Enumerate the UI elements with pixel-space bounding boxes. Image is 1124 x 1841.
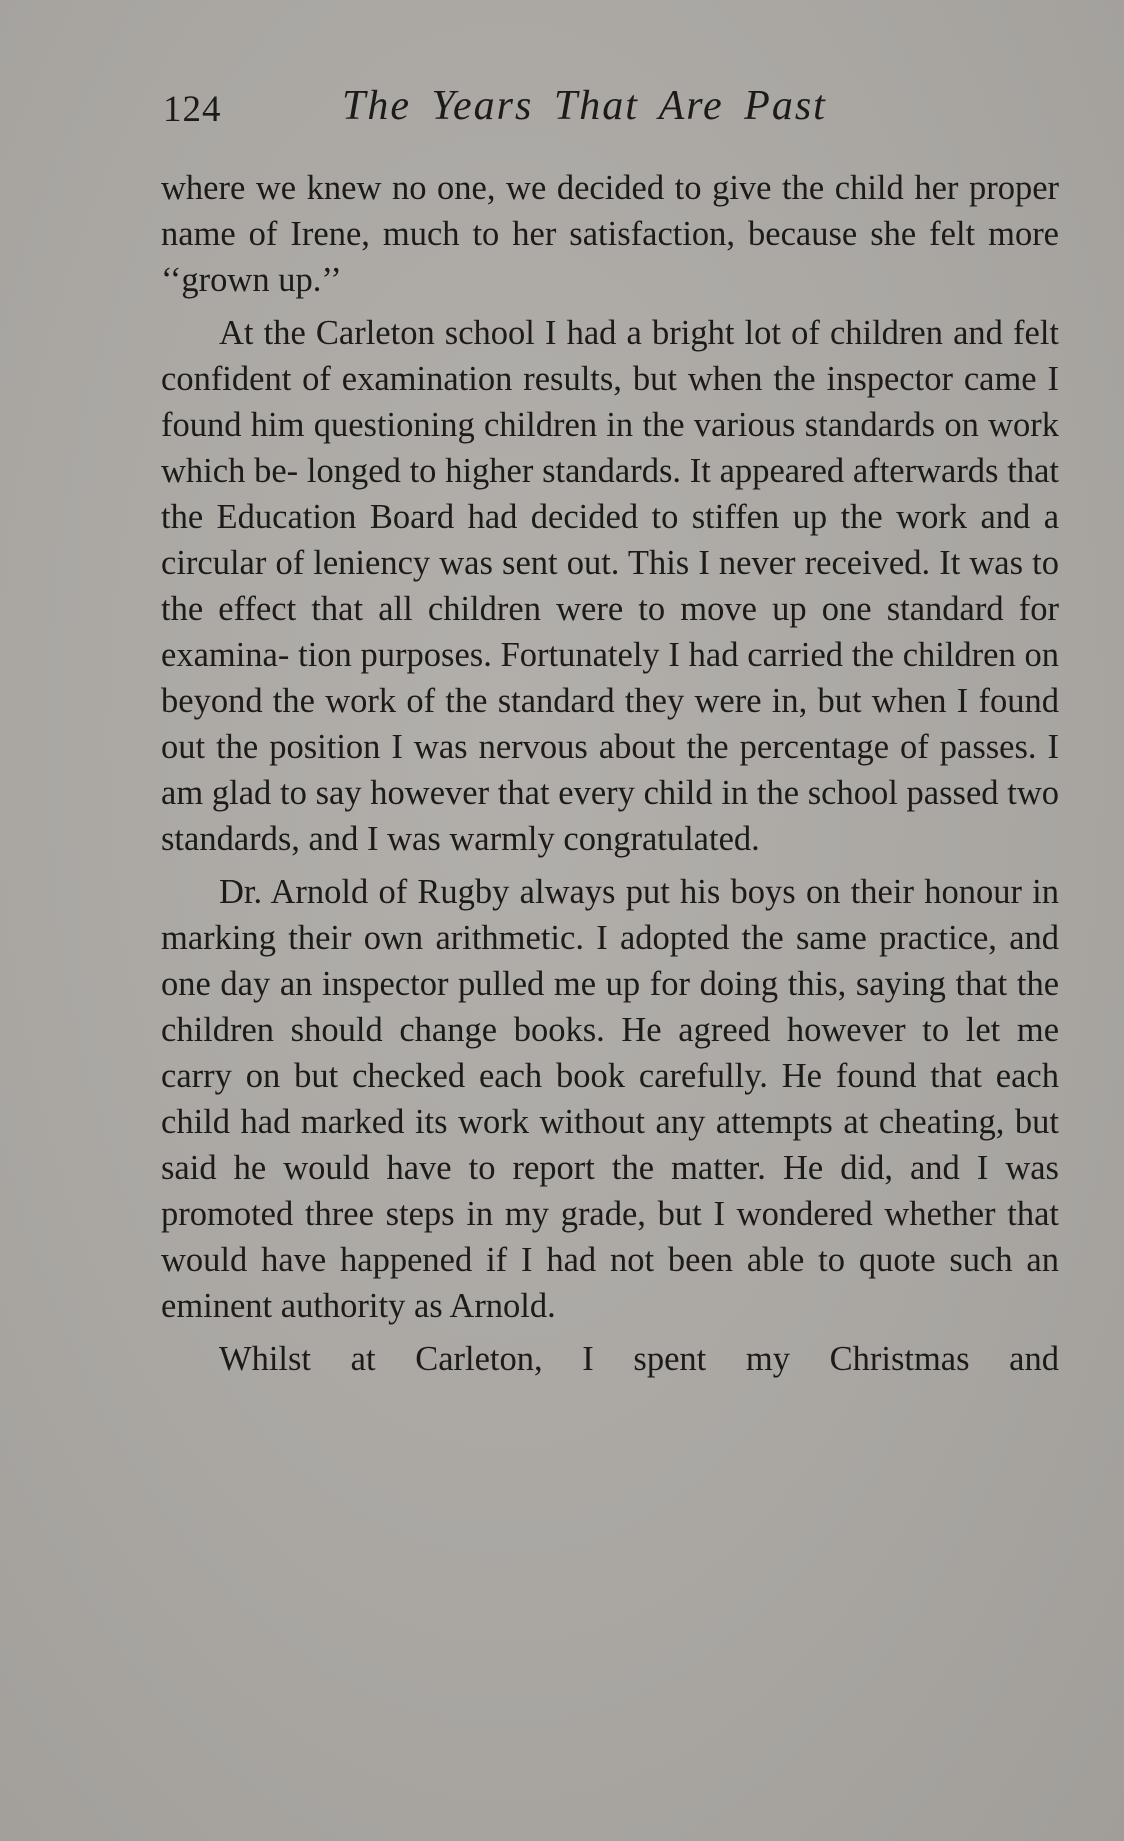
paragraph-2 — [161, 310, 1059, 862]
text-line: Whilst at Carleton, I spent my Christmas and — [219, 1340, 1059, 1378]
page-header — [163, 82, 1061, 142]
text-line: children were to move up one standard for examina- — [161, 590, 1060, 674]
text-line: but when the inspector came I found him questioning — [161, 360, 1059, 444]
text-line: authority as Arnold. — [280, 1287, 556, 1325]
text-line: but I wondered whether that would have happened — [161, 1195, 1060, 1279]
body-text — [161, 165, 1059, 1382]
text-line: the work and a circular of leniency was sent out. — [161, 498, 1060, 582]
text-line: He did, and I was promoted three steps in my grade, — [161, 1149, 1059, 1233]
text-line: Dr. Arnold of Rugby always put his boys on their — [219, 873, 914, 911]
text-line: me up for doing this, saying that the children should — [161, 965, 1060, 1049]
text-line: change books. He agreed however to let me carry on — [161, 1011, 1060, 1095]
text-line: nervous about the percentage of passes. I am glad — [161, 728, 1060, 812]
text-line: her proper name of Irene, much to her satisfaction, — [161, 169, 1060, 253]
text-line: to say however that every child in the school passed — [280, 774, 999, 812]
paragraph-4 — [161, 1336, 1059, 1382]
running-title: The Years That Are Past — [342, 83, 827, 129]
text-line: that the Education Board had decided to stiffen up — [161, 452, 1060, 536]
text-line: if I had not been able to quote such an eminent — [161, 1241, 1059, 1325]
text-line: the same practice, and one day an inspector pulled — [161, 919, 1060, 1003]
text-line: cheating, but said he would have to report the matter. — [161, 1103, 1059, 1187]
page-number: 124 — [163, 89, 222, 130]
text-line: children in the various standards on work which be- — [161, 406, 1060, 490]
paragraph-1 — [161, 165, 1059, 303]
text-line: honour in marking their own arithmetic. I adopted — [161, 873, 1060, 957]
text-line: because she felt more ‘‘grown up.’’ — [161, 215, 1059, 299]
text-line: two standards, and I was warmly congratulated. — [161, 774, 1060, 858]
text-line: tion purposes. Fortunately I had carried the — [298, 636, 894, 674]
paragraph-3 — [161, 869, 1059, 1329]
text-line: This I never received. It was to the effect that all — [161, 544, 1059, 628]
text-line: longed to higher standards. It appeared afterwards — [306, 452, 999, 490]
text-line: but checked each book carefully. He found that each — [294, 1057, 1059, 1095]
text-line: were in, but when I found out the position I was — [161, 682, 1060, 766]
text-line: child had marked its work without any attempts at — [161, 1103, 869, 1141]
text-line: At the Carleton school I had a bright lot of — [219, 314, 820, 352]
text-line: where we knew no one, we decided to give the child — [161, 169, 904, 207]
text-line: children and felt confident of examination results, — [161, 314, 1060, 398]
text-line: children on beyond the work of the standard they — [161, 636, 1059, 720]
